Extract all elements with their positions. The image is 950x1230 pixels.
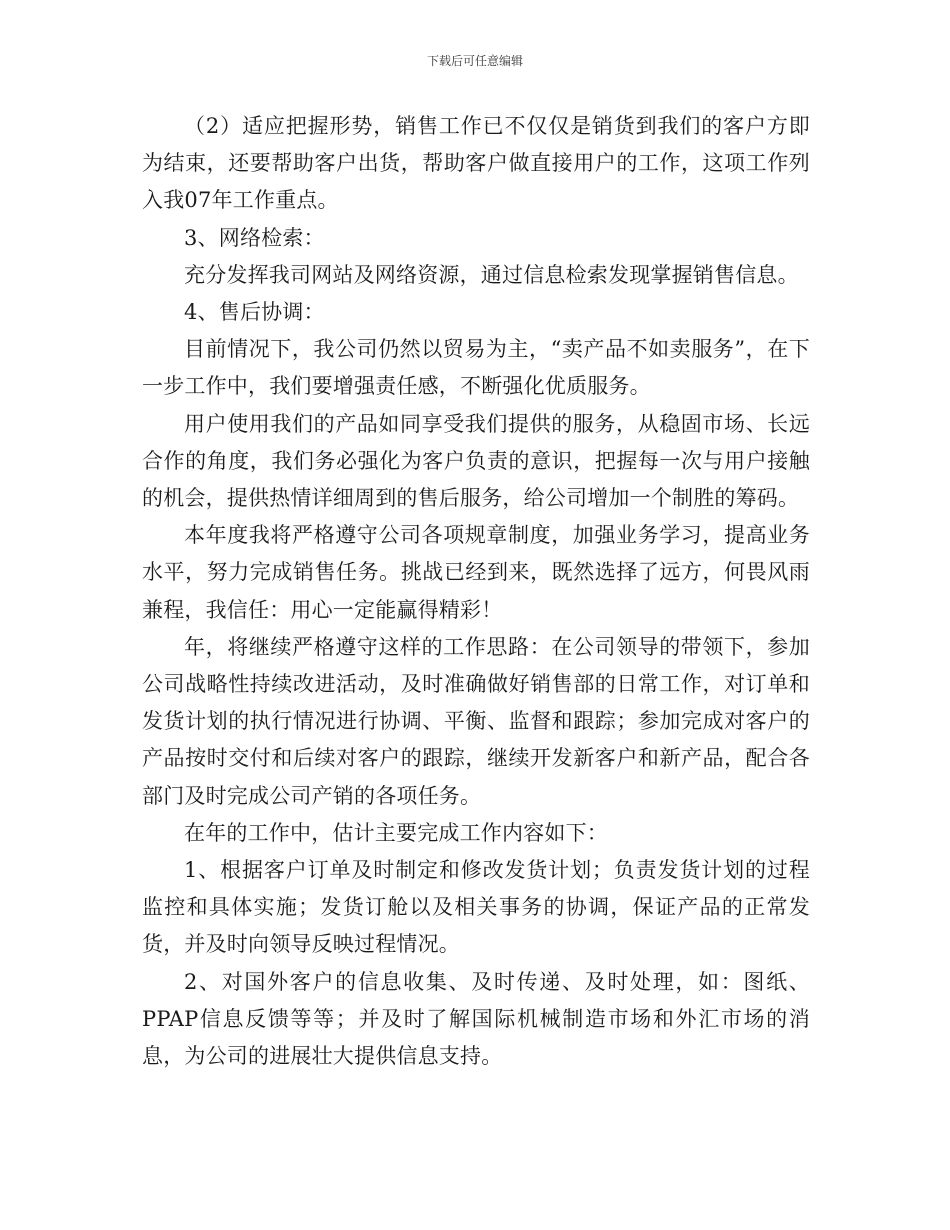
paragraph: 年，将继续严格遵守这样的工作思路：在公司领导的带领下，参加公司战略性持续改进活动，及时准确做好销售部的日常工作，对订单和发货计划的执行情况进行协调、平衡、监督和跟踪；参加完成对客户的产品按时交付和后续对客户的跟踪，继续开发新客户和新产品，配合各部门及时完成公司产销的各项任务。 [142,634,810,808]
paragraph: 在年的工作中，估计主要完成工作内容如下： [184,820,608,845]
paragraph: 充分发挥我司网站及网络资源，通过信息检索发现掌握销售信息。 [184,262,799,287]
document-body [142,108,810,1075]
list-item: 1、根据客户订单及时制定和修改发货计划；负责发货计划的过程监控和具体实施；发货订舱以及相关事务的协调，保证产品的正常发货，并及时向领导反映过程情况。 [142,858,810,957]
paragraph: 用户使用我们的产品如同享受我们提供的服务，从稳固市场、长远合作的角度，我们务必强化为客户负责的意识，把握每一次与用户接触的机会，提供热情详细周到的售后服务，给公司增加一个制胜的筹码。 [142,411,810,511]
header-note: 下载后可任意编辑 [426,54,523,68]
paragraph: （2）适应把握形势，销售工作已不仅仅是销货到我们的客户方即为结束，还要帮助客户出货，帮助客户做直接用户的工作，这项工作列入我07年工作重点。 [142,114,810,213]
list-item: 2、对国外客户的信息收集、及时传递、及时处理，如：图纸、PPAP信息反馈等等；并及时了解国际机械制造市场和外汇市场的消息，为公司的进展壮大提供信息支持。 [142,969,810,1069]
paragraph: 本年度我将严格遵守公司各项规章制度，加强业务学习，提高业务水平，努力完成销售任务。挑战已经到来，既然选择了远方，何畏风雨兼程，我信任：用心一定能赢得精彩！ [142,523,810,622]
section-heading: 4、售后协调： [184,300,325,325]
section-heading: 3、网络检索： [184,225,325,250]
paragraph: 目前情况下，我公司仍然以贸易为主，“卖产品不如卖服务”，在下一步工作中，我们要增强责任感，不断强化优质服务。 [142,337,810,399]
